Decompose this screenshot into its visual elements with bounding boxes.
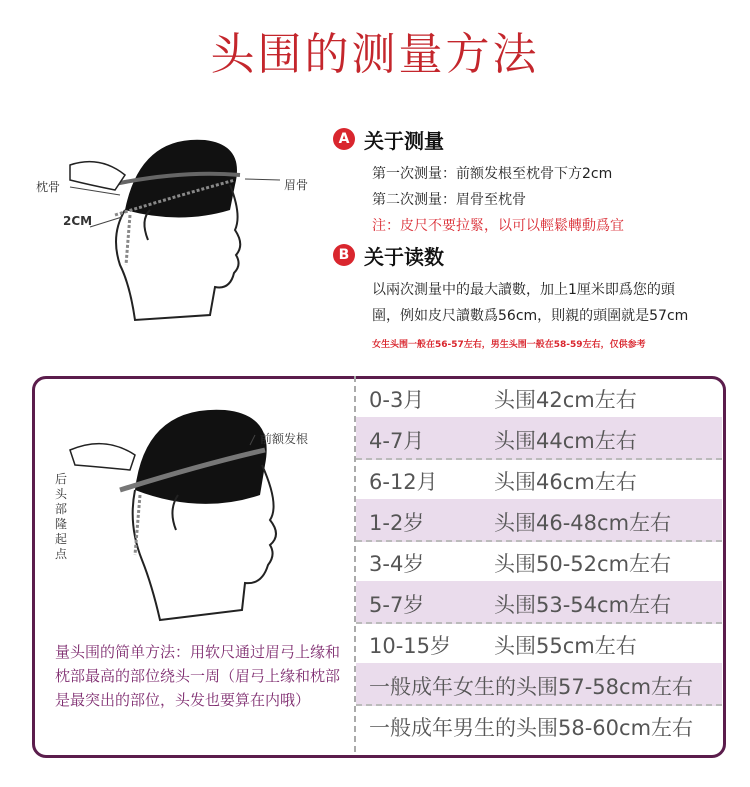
page-title: 头围的测量方法 (210, 29, 540, 80)
label-back-head: 后头部隆起点 (55, 472, 68, 561)
row-age: 0-3月 (369, 388, 425, 412)
table-row (356, 499, 722, 542)
row-full: 一般成年女生的头围57-58cm左右 (369, 675, 694, 699)
section-b-title: 关于读数 (364, 245, 444, 269)
section-a-title: 关于测量 (364, 129, 444, 153)
table-row (356, 417, 722, 460)
row-full: 一般成年男生的头围58-60cm左右 (369, 716, 694, 740)
table-row (356, 663, 722, 706)
method-note: 量头围的简单方法：用软尺通过眉弓上缘和枕部最高的部位绕头一周（眉弓上缘和枕部是最突出的部位，头发也要算在内哦） (55, 643, 341, 709)
row-size: 头围53-54cm左右 (494, 593, 672, 617)
table-row (356, 540, 722, 583)
row-size: 头围42cm左右 (494, 388, 637, 412)
row-age: 4-7月 (369, 429, 425, 453)
section-b-line1: 以兩次測量中的最大讀數，加上1厘米即爲您的頭 (372, 282, 675, 298)
badge-b: B (333, 244, 355, 266)
section-a-line1: 第一次测量：前额发根至枕骨下方2cm (372, 166, 613, 182)
row-age: 5-7岁 (369, 593, 425, 617)
section-a-line2: 第二次测量：眉骨至枕骨 (372, 192, 526, 208)
row-age: 6-12月 (369, 470, 438, 494)
table-row (356, 376, 722, 419)
row-size: 头围46-48cm左右 (494, 511, 672, 535)
table-row (356, 458, 722, 501)
label-forehead: 前额发根 (260, 432, 309, 446)
table-row (356, 622, 722, 665)
row-size: 头围55cm左右 (494, 634, 637, 658)
badge-a: A (333, 128, 355, 150)
size-table (354, 376, 722, 752)
label-2cm: 2CM (63, 214, 93, 228)
section-b-note: 女生头围一般在56-57左右，男生头围一般在58-59左右，仅供参考 (372, 340, 646, 350)
section-a-note: 注：皮尺不要拉緊，以可以輕鬆轉動爲宜 (372, 218, 624, 234)
row-age: 1-2岁 (369, 511, 425, 535)
table-row (356, 581, 722, 624)
row-age: 10-15岁 (369, 634, 452, 658)
row-age: 3-4岁 (369, 552, 425, 576)
row-size: 头围50-52cm左右 (494, 552, 672, 576)
label-occipital: 枕骨 (36, 180, 61, 194)
table-row (356, 704, 722, 745)
row-size: 头围46cm左右 (494, 470, 637, 494)
section-b-line2: 圍，例如皮尺讀數爲56cm，則親的頭圍就是57cm (372, 308, 689, 324)
head-measurement-illustration (30, 115, 330, 345)
row-size: 头围44cm左右 (494, 429, 637, 453)
label-brow: 眉骨 (284, 178, 309, 192)
